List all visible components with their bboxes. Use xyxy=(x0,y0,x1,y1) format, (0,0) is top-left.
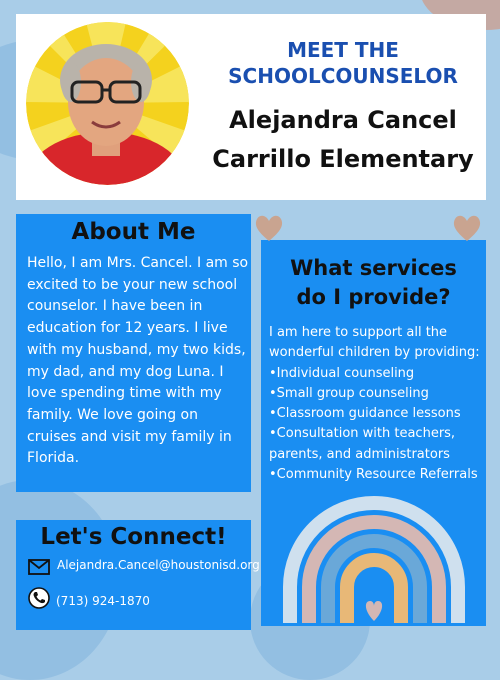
services-line: wonderful children by providing: xyxy=(269,345,480,361)
about-line: education for 12 years. I live xyxy=(27,320,228,337)
counselor-name: Alejandra Cancel xyxy=(229,106,457,134)
about-line: Hello, I am Mrs. Cancel. I am so xyxy=(27,255,249,271)
phone-link[interactable]: (713) 924-1870 xyxy=(56,594,150,608)
about-line: family. We love going on xyxy=(27,406,198,423)
about-heading: About Me xyxy=(71,219,196,245)
about-text xyxy=(27,253,253,470)
services-line: I am here to support all the xyxy=(269,325,448,340)
about-line: excited to be your new school xyxy=(27,276,238,293)
about-line: with my husband, my two kids, xyxy=(27,341,246,358)
services-panel xyxy=(261,240,486,626)
about-line: my dad, and my dog Luna. I xyxy=(27,363,224,380)
about-line: Florida. xyxy=(27,450,80,467)
services-heading-line2: do I provide? xyxy=(296,285,451,309)
school-name: Carrillo Elementary xyxy=(212,145,474,173)
services-line: •Classroom guidance lessons xyxy=(269,406,461,422)
services-heading-line1: What services xyxy=(290,256,457,280)
connect-heading: Let's Connect! xyxy=(40,524,227,550)
services-line: •Community Resource Referrals xyxy=(269,467,478,483)
services-line: •Individual counseling xyxy=(269,365,415,381)
counselor-photo xyxy=(26,22,189,185)
rainbow-icon xyxy=(280,493,468,627)
about-line: cruises and visit my family in xyxy=(27,428,232,445)
envelope-icon xyxy=(28,559,50,579)
heart-icon xyxy=(254,214,284,246)
email-link[interactable]: Alejandra.Cancel@houstonisd.org xyxy=(57,558,260,572)
about-panel xyxy=(16,214,251,492)
services-line: •Small group counseling xyxy=(269,385,429,401)
header-title-line1: MEET THE xyxy=(287,38,399,62)
services-heading xyxy=(261,254,486,312)
services-line: •Consultation with teachers, xyxy=(269,426,456,442)
heart-icon xyxy=(452,214,482,246)
about-line: love spending time with my xyxy=(27,385,222,402)
services-line: parents, and administrators xyxy=(269,446,450,462)
phone-icon xyxy=(28,587,50,613)
header-title-line2: SCHOOLCOUNSELOR xyxy=(228,64,458,88)
about-line: counselor. I have been in xyxy=(27,298,203,315)
services-text xyxy=(269,323,486,485)
connect-panel xyxy=(16,520,260,630)
